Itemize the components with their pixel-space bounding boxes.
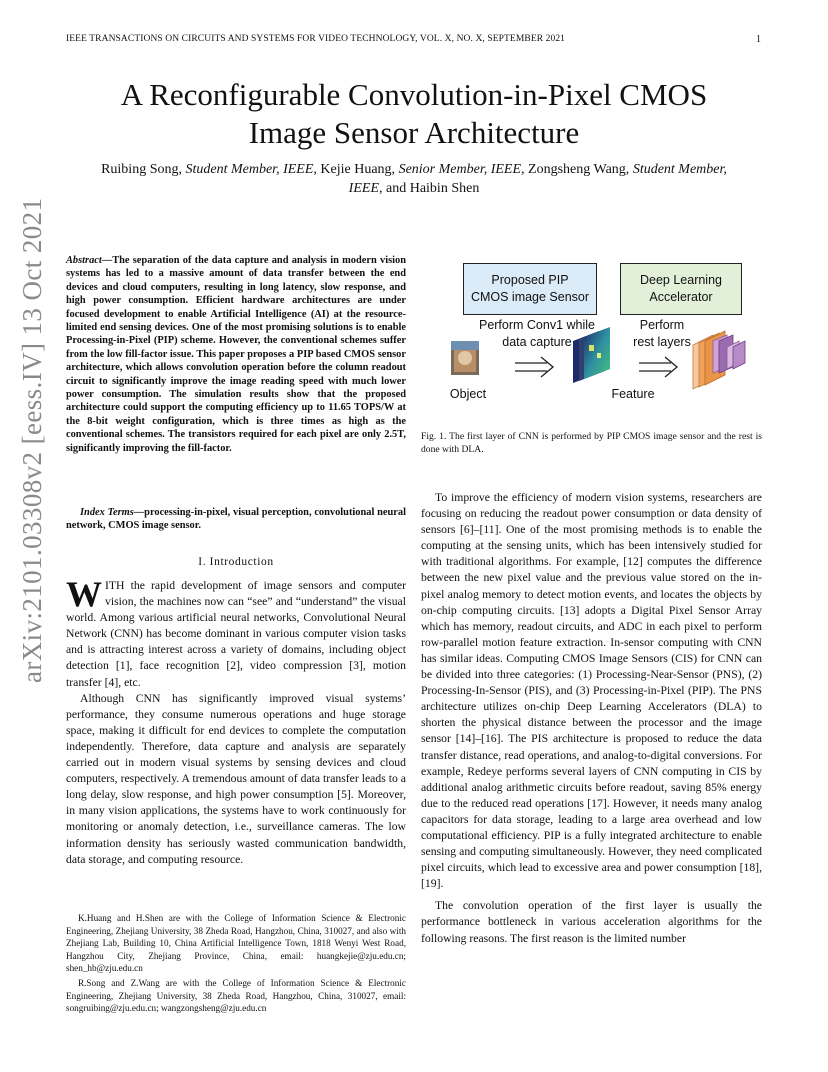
arrow-right-icon-2 [639, 357, 677, 377]
page-number: 1 [756, 34, 761, 45]
dla-box-line-1: Deep Learning [639, 273, 722, 287]
author-2: Kejie Huang, [316, 162, 399, 177]
footnote-rule [66, 906, 406, 908]
index-terms-label: Index Terms [80, 507, 134, 518]
dla-box-line-2: Accelerator [649, 290, 713, 304]
abstract [66, 254, 406, 455]
feature-map-stack [573, 327, 610, 383]
intro-paragraph-1: WITH the rapid development of image sensors and computer vision, the machines now can “see” and “understand” the visual world. Among various artificial neural networks, Convolutional Neural Network (CNN) has become dominant in various computer vision tasks and is attracting interest across a variety of domains, including object detection [1], face recognition [2], video compression [3], motion transfer [4], etc. [66, 574, 406, 689]
footnote-2: R.Song and Z.Wang are with the College of Information Science & Electronic Engineering, Zhejiang University, 38 Zheda Road, Hangzhou, China, 310027, email: songruibing@zju.edu.cn; wangzongsheng@zju.edu.cn [66, 977, 406, 1014]
figure-1 [421, 255, 762, 415]
pip-box-line-1: Proposed PIP [491, 273, 569, 287]
intro-left-column [66, 574, 406, 868]
section-heading: I. Introduction [198, 556, 274, 568]
author-list [90, 160, 738, 198]
author-1-role: Student Member, IEEE, [185, 162, 317, 177]
pip-box-line-2: CMOS image Sensor [470, 290, 590, 304]
arrow-right-icon [515, 357, 553, 377]
author-1: Ruibing Song, [101, 162, 186, 177]
title-line-2: Image Sensor Architecture [248, 115, 580, 150]
drop-cap: W [66, 574, 102, 614]
paper-title [0, 76, 828, 152]
network-layers [693, 331, 745, 389]
running-head: IEEE TRANSACTIONS ON CIRCUITS AND SYSTEMS FOR VIDEO TECHNOLOGY, VOL. X, NO. X, SEPTEMBER 2021 [66, 34, 566, 44]
figure-caption: Fig. 1. The first layer of CNN is performed by PIP CMOS image sensor and the rest is done with DLA. [421, 431, 762, 455]
author-4: and Haibin Shen [382, 181, 480, 196]
arxiv-stamp: arXiv:2101.03308v2 [eess.IV] 13 Oct 2021 [17, 197, 47, 683]
footnotes [66, 912, 406, 1017]
step1-text: Perform Conv1 while data capture [478, 318, 595, 349]
intro-right-column [421, 490, 762, 947]
author-3-role: Student Member, IEEE, [348, 162, 727, 196]
abstract-label: Abstract [66, 255, 102, 266]
object-image [451, 341, 479, 375]
index-terms [66, 506, 406, 533]
author-3: Zongsheng Wang, [524, 162, 633, 177]
intro-paragraph-2: Although CNN has significantly improved visual systems’ performance, they consume numerous operations and huge storage space, making it difficult for end devices to complete the computation independently. Therefore, data capture and analysis are separately carried out in modern visual systems by sensing devices and cloud computers, respectively. A tremendous amount of data transfer leads to a long delay, slow response, and high power consumption [5]. Moreover, in many vision applications, the systems have to work continuously for monitoring or anomaly detection, i.e., surveillance cameras. The low information density has seriously wasted communication bandwidth, data storage, and computing resource. [66, 691, 406, 866]
abstract-text: —The separation of the data capture and analysis in modern vision systems has led to a massive amount of data transfer between the end devices and cloud computers, resulting in long latency, slow response, and high power consumption. Efficient hardware architectures are under focused development to enable Artificial Intelligence (AI) at the resource-limited end sensing devices. One of the most promising solutions is to enable Processing-in-Pixel (PIP) scheme. However, the conventional schemes suffer from the low fill-factor issue. This paper proposes a PIP based CMOS sensor architecture, which allows convolution operation before the column readout circuit to significantly improve the image reading speed with much lower power consumption. The simulation results show that the proposed architecture could support the computing efficiency up to 11.65 TOPS/W at the 8-bit weight configuration, which is three times as high as the conventional schemes. The transistors required for each pixel are only 2.5T, significantly improving the fill-factor. [66, 255, 406, 454]
intro-paragraph-3: To improve the efficiency of modern vision systems, researchers are focusing on reducing the readout power consumption or data density of sensors [6]–[11]. One of the most promising methods is to enable the computing at the sensing units, which has been intensively studied for with traditional algorithms. For example, [12] computes the difference between the new pixel value and the previous value stored on the in-pixel analog memory to detect motion events, and locates the objects by on-chip computing circuits. [13] adopts a Digital Pixel Sensor Array which has memory, readout circuits, and ADC in each pixel to perform row-parallel motion feature extraction. In-sensor computing with CNN has similar ideas. Computing CMOS Image Sensors (CIS) for CNN can be divided into three categories: (1) Processing-Near-Sensor (PNS), (2) Processing-In-Sensor (PIS), and (3) Processing-in-Pixel (PIP). The PNS architecture utilizes on-chip Deep Learning Accelerators (DLA) to shorten the physical distance between the processor and the image sensor [14]–[16]. The PIS architecture is proposed to reduce the data transfer distance, read operations, and analog-to-digital conversions. For example, Redeye performs several layers of CNN computing in CIS by additional analog arithmetic circuits before readout, saving 85% energy due to the reduced read operations [17]. However, it needs many analog capacitors for data storage, leading to a large area overhead and low computational efficiency. PIP is a fully integrated architecture to enable sensing and computing simultaneously. However, they need complicated pixel circuits, which lead to excessive area and power consumption [18], [19]. [421, 491, 762, 891]
intro-paragraph-4: The convolution operation of the first layer is usually the performance bottleneck in various acceleration algorithms for the following reasons. The first reason is the limited number [421, 899, 762, 945]
author-2-role: Senior Member, IEEE, [398, 162, 525, 177]
step2-text: Perform rest layers [633, 318, 691, 349]
label-feature: Feature [611, 387, 655, 401]
index-terms-text: —processing-in-pixel, visual perception, convolutional neural network, CMOS image sensor. [66, 507, 406, 532]
label-object: Object [449, 387, 487, 401]
title-line-1: A Reconfigurable Convolution-in-Pixel CMOS [120, 77, 708, 112]
footnote-1: K.Huang and H.Shen are with the College of Information Science & Electronic Engineering, Zhejiang University, 38 Zheda Road, Hangzhou, China, 310027, and also with Zhejiang Lab, Building 10, China Artificial Intelligence Town, 1818 Wenyi West Road, Hangzhou City, Zhejiang Province, China, email: huangkejie@zju.edu.cn; shen_hb@zju.edu.cn [66, 913, 406, 974]
